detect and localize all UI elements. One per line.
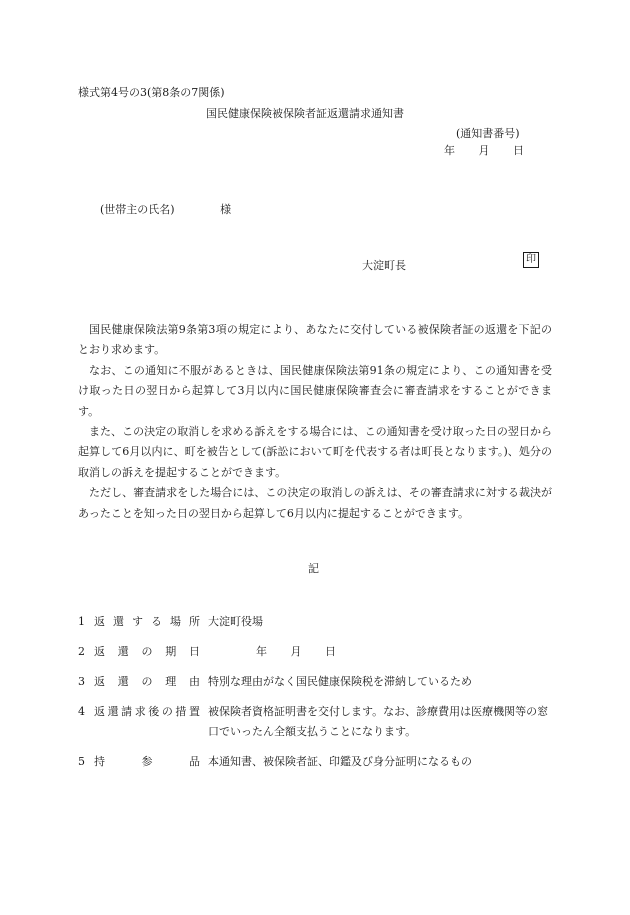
item-value-date [208, 642, 558, 662]
list-item [78, 672, 558, 692]
due-month: 月 [290, 645, 302, 658]
issue-date [444, 142, 524, 158]
item-label: 持参品 [94, 755, 200, 768]
notice-number: (通知書番号) [456, 127, 520, 140]
list-item [78, 702, 558, 742]
document-title: 国民健康保険被保険者証返還請求通知書 [206, 107, 404, 120]
body-paragraph: 国民健康保険法第9条第3項の規定により、あなたに交付している被保険者証の返還を下記のとおり求めます。 [78, 323, 552, 357]
list-item [78, 642, 558, 662]
date-year: 年 [444, 144, 455, 157]
addressee-name: (世帯主の氏名) [100, 203, 175, 216]
item-number: 4 [78, 705, 85, 718]
seal-mark: 印 [523, 252, 539, 268]
item-list [78, 612, 558, 782]
due-day: 日 [325, 645, 336, 658]
item-value: 被保険者資格証明書を交付します。なお、診療費用は医療機関等の窓口でいったん全額支払うことになります。 [208, 705, 549, 738]
item-value: 特別な理由がなく国民健康保険税を滞納しているため [208, 675, 472, 688]
list-item [78, 752, 558, 772]
item-number: 2 [78, 645, 85, 658]
ki-heading: 記 [308, 562, 319, 575]
body-paragraph: また、この決定の取消しを求める訴えをする場合には、この通知書を受け取った日の翌日から起算して6月以内に、町を被告として(訴訟において町を代表する者は町長となります。)、処分の取消しの訴えを提起することができます。 [78, 425, 552, 479]
notice-body [78, 320, 552, 524]
addressee [100, 201, 231, 217]
due-year: 年 [256, 645, 267, 658]
item-number: 1 [78, 615, 85, 628]
item-label: 返還の理由 [94, 675, 200, 688]
list-item [78, 612, 558, 632]
item-value: 本通知書、被保険者証、印鑑及び身分証明になるもの [208, 755, 472, 768]
body-paragraph: ただし、審査請求をした場合には、この決定の取消しの訴えは、その審査請求に対する裁決があったことを知った日の翌日から起算して6月以内に提起することができます。 [78, 486, 552, 520]
addressee-honorific: 様 [220, 203, 232, 216]
date-month: 月 [478, 144, 490, 157]
body-paragraph: なお、この通知に不服があるときは、国民健康保険法第91条の規定により、この通知書を受け取った日の翌日から起算して3月以内に国民健康保険審査会に審査請求をすることができます。 [78, 363, 552, 418]
item-value: 大淀町役場 [208, 615, 263, 628]
issuer-title: 大淀町長 [362, 259, 406, 272]
form-id: 様式第4号の3(第8条の7関係) [78, 86, 225, 99]
date-day: 日 [513, 144, 524, 157]
item-label: 返還する場所 [94, 615, 200, 628]
item-number: 5 [78, 755, 85, 768]
item-label: 返還請求後の措置 [94, 705, 200, 718]
item-number: 3 [78, 675, 85, 688]
item-label: 返還の期日 [94, 645, 200, 658]
